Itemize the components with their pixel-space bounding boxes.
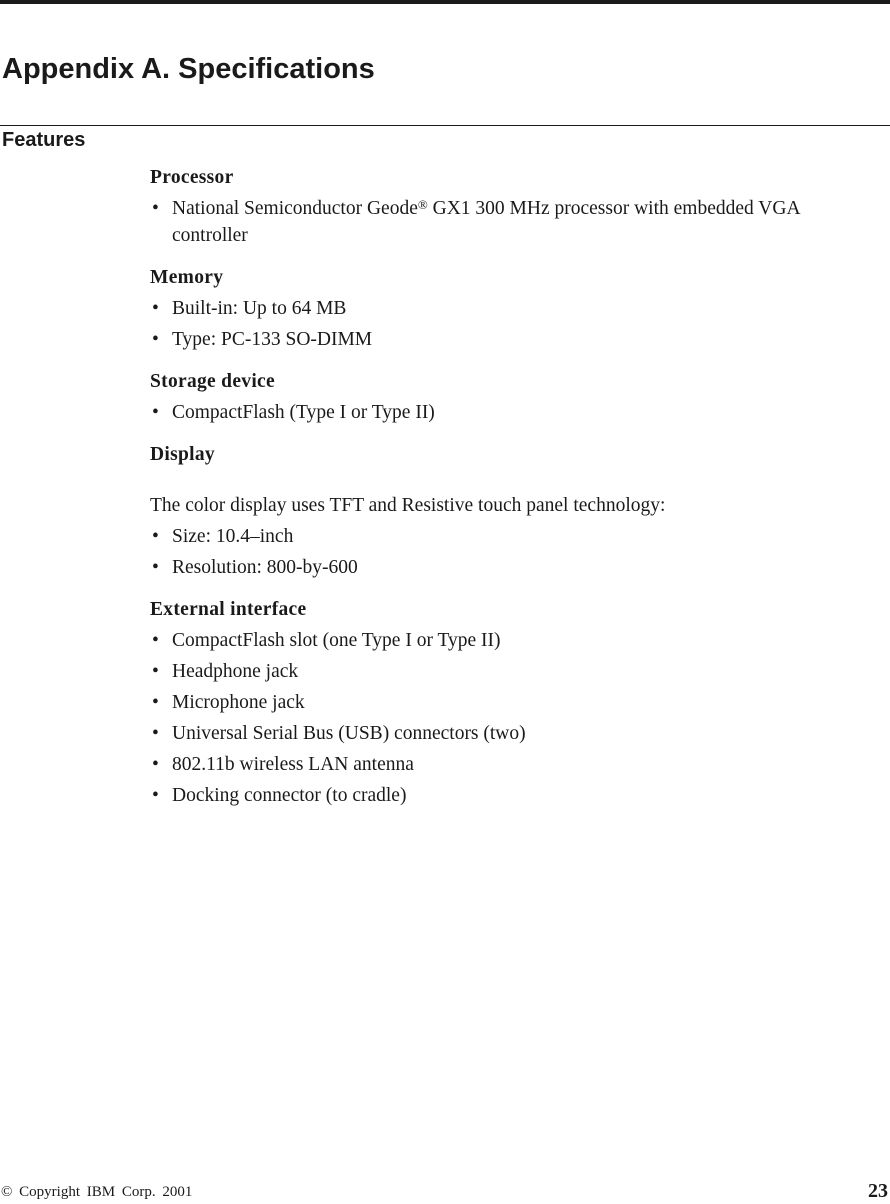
- display-item: Resolution: 800-by-600: [172, 557, 358, 578]
- bullet-icon: •: [152, 692, 159, 713]
- list-item: [150, 751, 870, 778]
- list-item: [150, 627, 870, 654]
- external-heading: External interface: [150, 599, 307, 620]
- bullet-icon: •: [152, 754, 159, 775]
- bullet-icon: •: [152, 298, 159, 319]
- list-item: [150, 326, 870, 353]
- bullet-icon: •: [152, 402, 159, 423]
- bullet-icon: •: [152, 329, 159, 350]
- memory-heading: Memory: [150, 267, 224, 288]
- bullet-icon: •: [152, 661, 159, 682]
- bullet-icon: •: [152, 557, 159, 578]
- list-item: [150, 399, 870, 426]
- list-item: [150, 720, 870, 747]
- external-item: Microphone jack: [172, 692, 305, 713]
- display-heading: Display: [150, 444, 215, 465]
- section-title: Features: [2, 129, 86, 151]
- processor-list: [150, 195, 870, 249]
- registered-mark: ®: [417, 197, 428, 212]
- copyright-notice: © Copyright IBM Corp. 2001: [1, 1184, 193, 1200]
- list-item: [150, 782, 870, 809]
- external-item: Universal Serial Bus (USB) connectors (two): [172, 723, 526, 744]
- page-number: 23: [868, 1180, 888, 1202]
- list-item: [150, 658, 870, 685]
- bullet-icon: •: [152, 526, 159, 547]
- list-item: [150, 195, 870, 249]
- storage-item: CompactFlash (Type I or Type II): [172, 402, 435, 423]
- bullet-icon: •: [152, 630, 159, 651]
- top-rule: [0, 0, 890, 4]
- bullet-icon: •: [152, 785, 159, 806]
- processor-heading: Processor: [150, 167, 234, 188]
- bullet-icon: •: [152, 723, 159, 744]
- list-item: [150, 523, 870, 550]
- external-item: 802.11b wireless LAN antenna: [172, 754, 414, 775]
- display-item: Size: 10.4–inch: [172, 526, 294, 547]
- external-item: CompactFlash slot (one Type I or Type II): [172, 630, 501, 651]
- memory-item: Built-in: Up to 64 MB: [172, 298, 347, 319]
- features-content: [150, 165, 870, 809]
- list-item: [150, 689, 870, 716]
- list-item: [150, 295, 870, 322]
- display-list: [150, 523, 870, 581]
- external-item: Docking connector (to cradle): [172, 785, 407, 806]
- storage-list: [150, 399, 870, 426]
- memory-list: [150, 295, 870, 353]
- external-item: Headphone jack: [172, 661, 299, 682]
- display-intro: The color display uses TFT and Resistive touch panel technology:: [150, 495, 666, 516]
- page-title: Appendix A. Specifications: [2, 53, 375, 85]
- list-item: [150, 554, 870, 581]
- processor-text-pre: National Semiconductor Geode: [172, 198, 418, 219]
- processor-text-post: GX1 300 MHz processor with embedded VGA controller: [172, 198, 800, 246]
- section-divider: [0, 125, 890, 126]
- memory-item: Type: PC-133 SO-DIMM: [172, 329, 373, 350]
- storage-heading: Storage device: [150, 371, 275, 392]
- external-list: [150, 627, 870, 809]
- bullet-icon: •: [152, 198, 159, 219]
